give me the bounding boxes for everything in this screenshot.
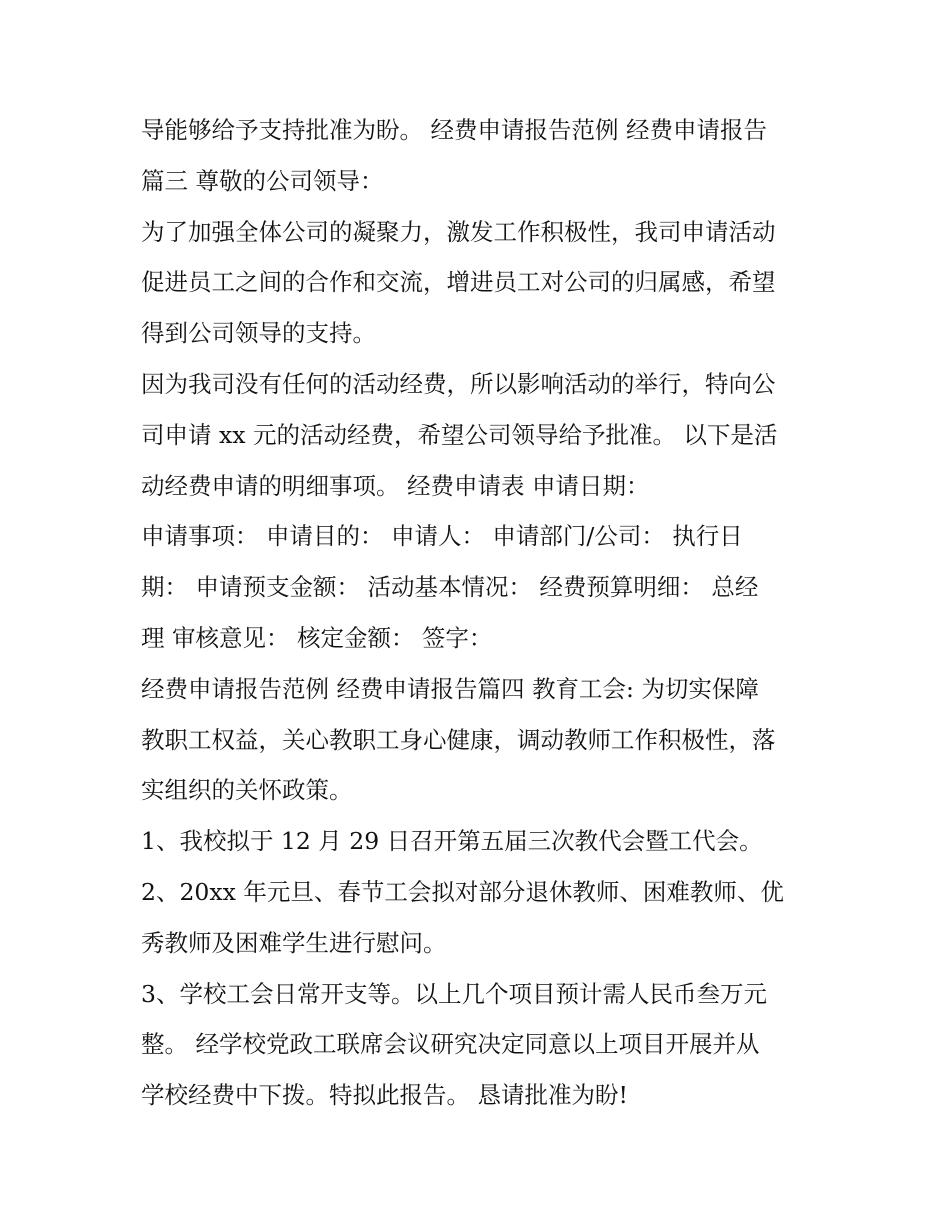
text-line: 整。 经学校党政工联席会议研究决定同意以上项目开展并从 (141, 1030, 760, 1058)
text-line: 教职工权益，关心教职工身心健康，调动教师工作积极性，落 (141, 726, 776, 754)
text-line: 篇三 尊敬的公司领导： (141, 167, 384, 195)
text-line: 得到公司领导的支持。 (141, 319, 376, 347)
text-line: 申请事项： 申请目的： 申请人： 申请部门/公司： 执行日 (141, 522, 743, 550)
text-line: 促进员工之间的合作和交流，增进员工对公司的归属感，希望 (141, 268, 776, 296)
text-line: 2、20xx 年元旦、春节工会拟对部分退休教师、困难教师、优 (141, 878, 784, 906)
text-line: 导能够给予支持批准为盼。 经费申请报告范例 经费申请报告 (141, 116, 767, 144)
text-line: 3、学校工会日常开支等。以上几个项目预计需人民币叁万元 (141, 980, 767, 1008)
text-line: 学校经费中下拨。特拟此报告。 恳请批准为盼! (141, 1081, 628, 1109)
text-line: 1、我校拟于 12 月 29 日召开第五届三次教代会暨工代会。 (141, 827, 763, 855)
text-line: 秀教师及困难学生进行慰问。 (141, 929, 447, 957)
text-line: 经费申请报告范例 经费申请报告篇四 教育工会: 为切实保障 (141, 675, 759, 703)
text-line: 为了加强全体公司的凝聚力，激发工作积极性，我司申请活动 (141, 218, 776, 246)
text-line: 期： 申请预支金额： 活动基本情况： 经费预算明细： 总经 (141, 573, 759, 601)
text-line: 实组织的关怀政策。 (141, 776, 353, 804)
text-line: 司申请 xx 元的活动经费，希望公司领导给予批准。 以下是活 (141, 421, 778, 449)
text-line: 理 审核意见： 核定金额： 签字： (141, 624, 493, 652)
text-line: 因为我司没有任何的活动经费，所以影响活动的举行，特向公 (141, 370, 776, 398)
text-line: 动经费申请的明细事项。 经费申请表 申请日期： (141, 472, 650, 500)
